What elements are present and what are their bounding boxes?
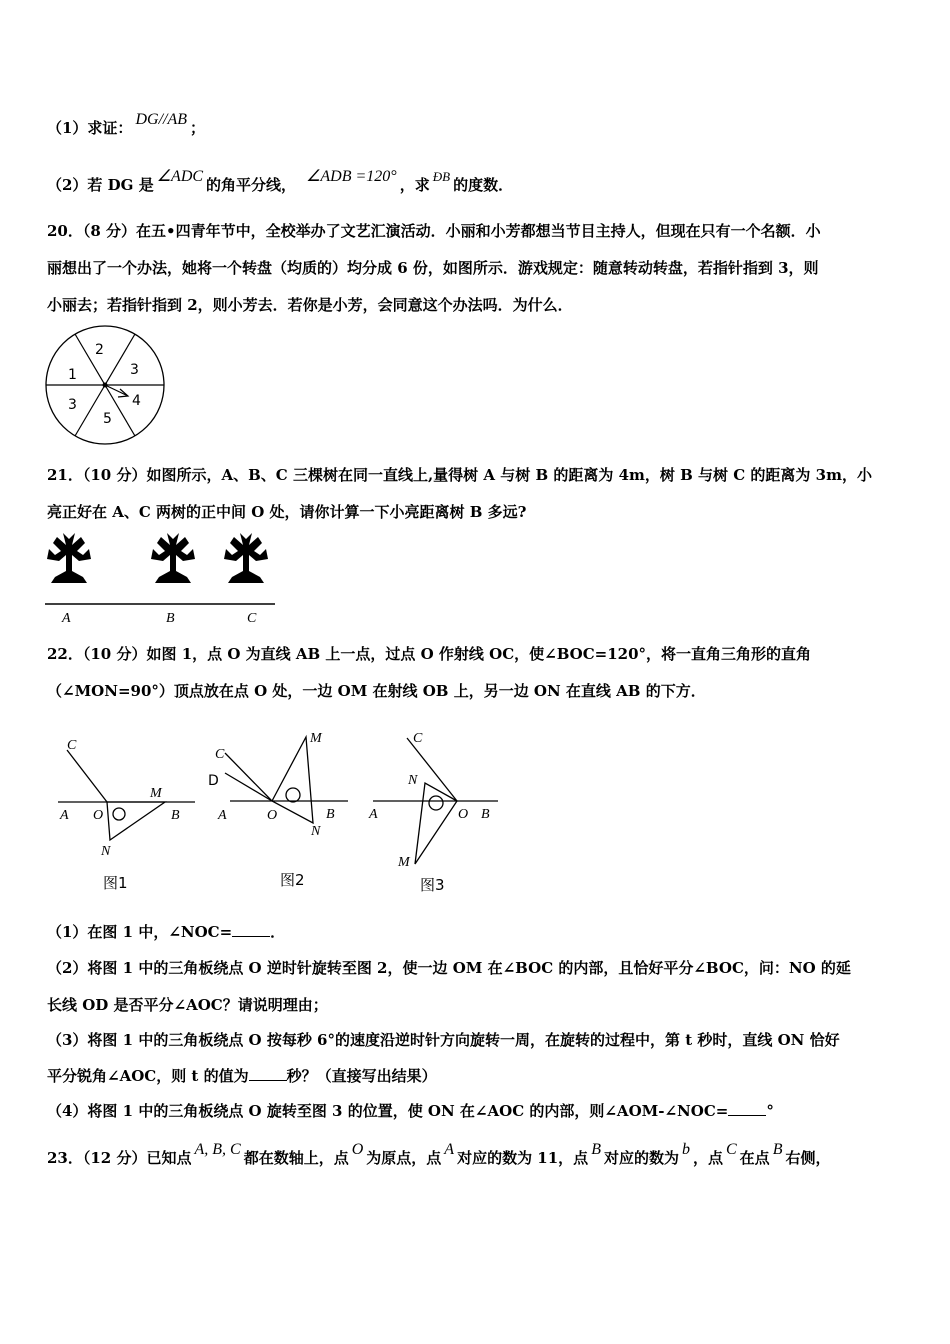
svg-text:O: O bbox=[458, 807, 469, 822]
svg-text:N: N bbox=[311, 824, 321, 839]
svg-text:A: A bbox=[60, 808, 69, 823]
svg-text:N: N bbox=[408, 773, 418, 788]
q22-sub3-line1: （3）将图 1 中的三角板绕点 O 按每秒 6°的速度沿逆时针方向旋转一周，在旋转的过程中，第 t 秒时，直线 ON 恰好 bbox=[47, 1031, 840, 1049]
q22-line2: （∠MON=90°）顶点放在点 O 处，一边 OM 在射线 OB 上，另一边 ON 在直线 AB 的下方． bbox=[47, 682, 706, 700]
q22-sub3-line2: 平分锐角∠AOC，则 t 的值为 秒？（直接写出结果） bbox=[47, 1067, 437, 1085]
q23-line1: 23．（12 分）已知点 A, B, C 都在数轴上，点 O 为原点，点 A 对应的数为 11，点 B 对应的数为 b ，点 C 在点 B 右侧， bbox=[47, 1141, 831, 1167]
answer-blank-4[interactable] bbox=[728, 1103, 766, 1116]
q22-sub2-line1: （2）将图 1 中的三角板绕点 O 逆时针旋转至图 2，使一边 OM 在∠BOC 的内部，且恰好平分∠BOC，问：NO 的延 bbox=[47, 959, 851, 977]
q22-figure2 bbox=[210, 725, 360, 895]
q19-part1: （1）求证： DG//AB ； bbox=[47, 111, 206, 137]
svg-text:A: A bbox=[218, 808, 227, 823]
tree-label-c: C bbox=[247, 611, 257, 626]
svg-text:B: B bbox=[481, 807, 490, 822]
figure1-caption: 图1 bbox=[103, 874, 128, 892]
q21-line2: 亮正好在 A、C 两树的正中间 O 处，请你计算一下小亮距离树 B 多远? bbox=[47, 503, 527, 521]
q22-sub4: （4）将图 1 中的三角板绕点 O 旋转至图 3 的位置，使 ON 在∠AOC 的内部，则∠AOM-∠NOC= ° bbox=[47, 1102, 774, 1120]
sector-3a: 3 bbox=[130, 362, 139, 378]
sector-4: 4 bbox=[132, 393, 141, 409]
answer-blank-1[interactable] bbox=[232, 924, 270, 937]
svg-text:O: O bbox=[267, 808, 278, 823]
formula-angle-adc: ∠ADC bbox=[156, 168, 204, 185]
q22-sub2-line2: 长线 OD 是否平分∠AOC？请说明理由； bbox=[47, 996, 328, 1014]
tree-c bbox=[224, 533, 268, 583]
figure2-caption: 图2 bbox=[280, 871, 305, 889]
sector-2: 2 bbox=[95, 342, 104, 358]
svg-text:N: N bbox=[101, 844, 111, 859]
svg-text:D: D bbox=[208, 773, 219, 789]
svg-text:M: M bbox=[310, 731, 322, 746]
formula-dg-parallel-ab: DG//AB bbox=[135, 111, 187, 128]
q20-line1: 20．（8 分）在五•四青年节中，全校举办了文艺汇演活动．小丽和小芳都想当节目主持人，但现在只有一个名额．小 bbox=[47, 222, 821, 240]
svg-text:B: B bbox=[171, 808, 180, 823]
svg-text:C: C bbox=[413, 731, 423, 746]
trees-figure bbox=[40, 530, 280, 630]
sector-5: 5 bbox=[103, 411, 112, 427]
q22-figure1 bbox=[55, 730, 200, 895]
tree-a bbox=[47, 533, 91, 583]
q22-line1: 22．（10 分）如图 1，点 O 为直线 AB 上一点，过点 O 作射线 OC，使∠BOC=120°，将一直角三角形的直角 bbox=[47, 645, 812, 663]
svg-text:C: C bbox=[67, 738, 77, 753]
q19-part2: （2）若 DG 是 ∠ADC 的角平分线， ∠ADB =120° ，求 ÐB 的度数． bbox=[47, 168, 514, 194]
svg-text:M: M bbox=[150, 786, 162, 801]
sector-3b: 3 bbox=[68, 397, 77, 413]
tree-label-a: A bbox=[62, 611, 71, 626]
svg-text:A: A bbox=[369, 807, 378, 822]
answer-blank-3[interactable] bbox=[249, 1068, 287, 1081]
tree-label-b: B bbox=[166, 611, 175, 626]
svg-text:M: M bbox=[398, 855, 410, 870]
q22-figure3 bbox=[365, 728, 505, 898]
q22-sub1: （1）在图 1 中，∠NOC= ． bbox=[47, 923, 286, 941]
q21-line1: 21．（10 分）如图所示，A、B、C 三棵树在同一直线上,量得树 A 与树 B 的距离为 4m，树 B 与树 C 的距离为 3m，小 bbox=[47, 466, 872, 484]
formula-angle-adb: ∠ADB =120° bbox=[306, 168, 397, 185]
tree-b bbox=[151, 533, 195, 583]
spinner-figure bbox=[40, 330, 170, 440]
q20-line3: 小丽去；若指针指到 2，则小芳去．若你是小芳，会同意这个办法吗．为什么． bbox=[47, 296, 573, 314]
svg-text:C: C bbox=[215, 747, 225, 762]
svg-text:O: O bbox=[93, 808, 104, 823]
sector-1: 1 bbox=[68, 367, 77, 383]
figure3-caption: 图3 bbox=[420, 876, 445, 894]
q20-line2: 丽想出了一个办法，她将一个转盘（均质的）均分成 6 份，如图所示．游戏规定：随意转动转盘，若指针指到 3，则 bbox=[47, 259, 819, 277]
formula-angle-b: ÐB bbox=[432, 169, 451, 184]
svg-text:B: B bbox=[326, 807, 335, 822]
